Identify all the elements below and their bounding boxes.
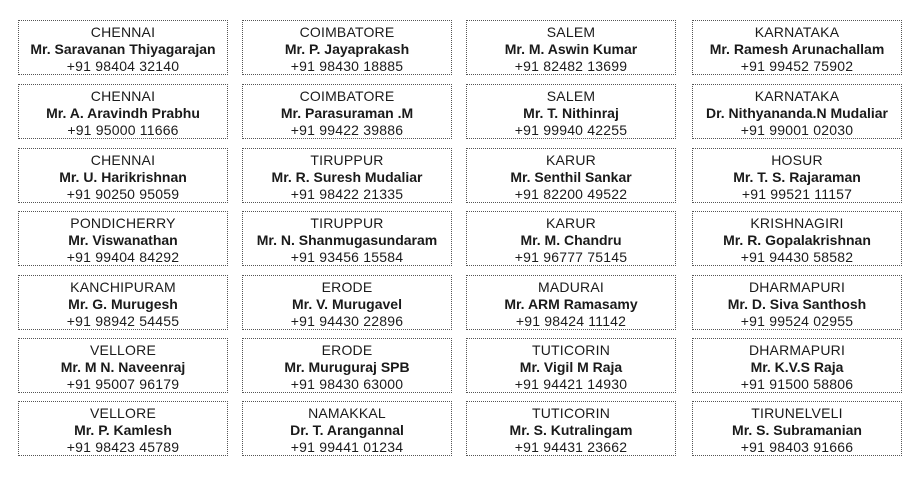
contact-card xyxy=(466,148,676,203)
contact-city: MADURAI xyxy=(538,279,604,295)
contact-card xyxy=(242,20,452,75)
contact-name: Mr. A. Aravindh Prabhu xyxy=(46,105,200,121)
contact-phone: +91 95007 96179 xyxy=(66,376,180,392)
contact-city: VELLORE xyxy=(90,342,156,358)
contact-card xyxy=(466,401,676,456)
contact-city: TIRUPPUR xyxy=(310,215,384,231)
contact-phone: +91 98403 91666 xyxy=(740,439,854,455)
contact-phone: +91 99521 11157 xyxy=(741,186,853,202)
contact-phone: +91 94430 22896 xyxy=(290,313,404,329)
contact-card xyxy=(466,338,676,393)
contact-name: Dr. T. Arangannal xyxy=(290,422,404,438)
contact-phone: +91 99001 02030 xyxy=(740,122,854,138)
contact-city: ERODE xyxy=(321,279,373,295)
contact-name: Mr. Vigil M Raja xyxy=(519,359,623,375)
contact-card xyxy=(692,275,902,330)
contact-phone: +91 98424 11142 xyxy=(515,313,627,329)
contact-card xyxy=(692,211,902,266)
contact-card xyxy=(18,338,228,393)
contact-phone: +91 90250 95059 xyxy=(66,186,180,202)
contact-phone: +91 94431 23662 xyxy=(514,439,628,455)
contact-name: Mr. T. Nithinraj xyxy=(523,105,619,121)
contact-name: Mr. Muruguraj SPB xyxy=(284,359,410,375)
contact-name: Mr. Ramesh Arunachallam xyxy=(709,41,885,57)
contact-name: Mr. Viswanathan xyxy=(68,232,178,248)
contact-card xyxy=(18,148,228,203)
contact-card xyxy=(242,148,452,203)
contact-name: Mr. G. Murugesh xyxy=(68,296,178,312)
contact-phone: +91 98423 45789 xyxy=(66,439,180,455)
contact-phone: +91 99441 01234 xyxy=(290,439,404,455)
contact-city: DHARMAPURI xyxy=(748,342,846,358)
contact-phone: +91 98422 21335 xyxy=(290,186,404,202)
contact-card xyxy=(18,275,228,330)
contact-phone: +91 93456 15584 xyxy=(290,249,404,265)
contact-city: TUTICORIN xyxy=(531,405,610,421)
contact-phone: +91 82200 49522 xyxy=(514,186,628,202)
contact-card xyxy=(18,211,228,266)
contact-card xyxy=(18,401,228,456)
contact-card xyxy=(692,20,902,75)
contact-name: Mr. Saravanan Thiyagarajan xyxy=(30,41,216,57)
contact-card xyxy=(242,84,452,139)
contact-city: DHARMAPURI xyxy=(748,279,846,295)
contact-city: TUTICORIN xyxy=(531,342,610,358)
contact-phone: +91 95000 11666 xyxy=(67,122,179,138)
contact-phone: +91 98430 63000 xyxy=(290,376,404,392)
contact-city: NAMAKKAL xyxy=(308,405,386,421)
contact-phone: +91 96777 75145 xyxy=(514,249,628,265)
contact-phone: +91 99404 84292 xyxy=(66,249,180,265)
contact-name: Mr. M. Chandru xyxy=(520,232,622,248)
contact-city: CHENNAI xyxy=(90,152,156,168)
contact-phone: +91 98430 18885 xyxy=(290,58,404,74)
contact-phone: +91 99452 75902 xyxy=(740,58,854,74)
contact-city: KARNATAKA xyxy=(754,88,840,104)
contact-phone: +91 82482 13699 xyxy=(514,58,628,74)
contact-name: Mr. M N. Naveenraj xyxy=(60,359,186,375)
contact-phone: +91 94421 14930 xyxy=(514,376,628,392)
contact-name: Mr. P. Kamlesh xyxy=(74,422,172,438)
contact-name: Mr. V. Murugavel xyxy=(292,296,402,312)
contact-city: COIMBATORE xyxy=(299,24,395,40)
contact-card xyxy=(466,275,676,330)
contact-city: PONDICHERRY xyxy=(70,215,176,231)
contact-city: TIRUNELVELI xyxy=(751,405,843,421)
contact-name: Mr. ARM Ramasamy xyxy=(504,296,638,312)
contact-city: COIMBATORE xyxy=(299,88,395,104)
contact-card xyxy=(466,211,676,266)
contact-card xyxy=(692,84,902,139)
contact-name: Dr. Nithyananda.N Mudaliar xyxy=(705,105,889,121)
contact-card xyxy=(466,20,676,75)
contact-card xyxy=(692,338,902,393)
contact-name: Mr. R. Suresh Mudaliar xyxy=(271,169,423,185)
contact-card xyxy=(242,211,452,266)
contact-city: KARNATAKA xyxy=(754,24,840,40)
contact-city: KRISHNAGIRI xyxy=(750,215,844,231)
contact-phone: +91 99524 02955 xyxy=(740,313,854,329)
contact-name: Mr. U. Harikrishnan xyxy=(59,169,187,185)
contact-name: Mr. K.V.S Raja xyxy=(750,359,844,375)
contact-phone: +91 94430 58582 xyxy=(740,249,854,265)
contact-city: SALEM xyxy=(546,24,596,40)
contact-card xyxy=(242,275,452,330)
contact-name: Mr. R. Gopalakrishnan xyxy=(723,232,871,248)
contact-phone: +91 99940 42255 xyxy=(514,122,628,138)
contact-name: Mr. N. Shanmugasundaram xyxy=(256,232,438,248)
contact-name: Mr. M. Aswin Kumar xyxy=(504,41,638,57)
contact-city: SALEM xyxy=(546,88,596,104)
contact-name: Mr. S. Subramanian xyxy=(732,422,862,438)
contact-city: KARUR xyxy=(545,152,596,168)
contact-card xyxy=(242,401,452,456)
contact-city: VELLORE xyxy=(90,405,156,421)
contact-city: KARUR xyxy=(545,215,596,231)
contact-card xyxy=(692,401,902,456)
contact-phone: +91 91500 58806 xyxy=(740,376,854,392)
contact-city: TIRUPPUR xyxy=(310,152,384,168)
contact-name: Mr. P. Jayaprakash xyxy=(284,41,410,57)
contact-phone: +91 98942 54455 xyxy=(66,313,180,329)
contact-city: KANCHIPURAM xyxy=(70,279,176,295)
contact-name: Mr. T. S. Rajaraman xyxy=(733,169,861,185)
contact-card xyxy=(692,148,902,203)
contact-name: Mr. Senthil Sankar xyxy=(510,169,632,185)
contact-name: Mr. S. Kutralingam xyxy=(509,422,633,438)
contact-phone: +91 98404 32140 xyxy=(66,58,180,74)
contact-card xyxy=(242,338,452,393)
contact-name: Mr. Parasuraman .M xyxy=(280,105,414,121)
contact-name: Mr. D. Siva Santhosh xyxy=(727,296,867,312)
contact-card xyxy=(18,20,228,75)
contact-card xyxy=(466,84,676,139)
contact-city: ERODE xyxy=(321,342,373,358)
contact-phone: +91 99422 39886 xyxy=(290,122,404,138)
contact-city: CHENNAI xyxy=(90,24,156,40)
contact-card xyxy=(18,84,228,139)
contact-city: HOSUR xyxy=(771,152,823,168)
contact-city: CHENNAI xyxy=(90,88,156,104)
